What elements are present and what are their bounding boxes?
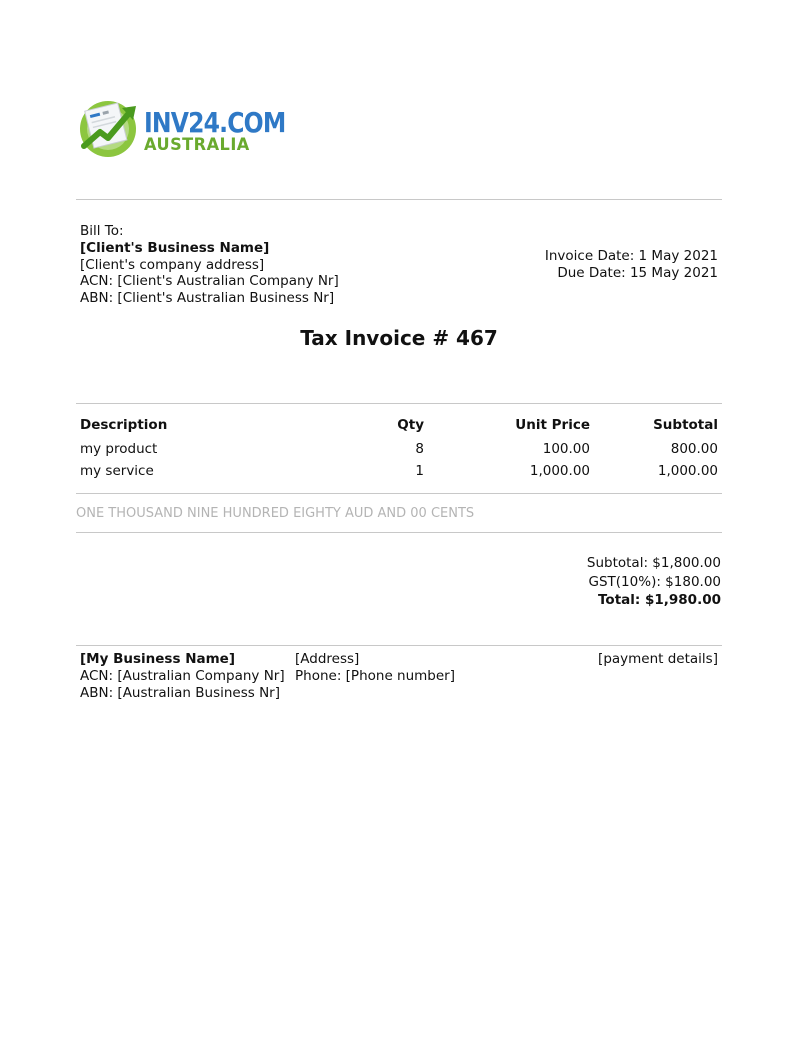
- my-business-acn: ACN: [Australian Company Nr]: [80, 667, 285, 684]
- table-header-row: [76, 412, 722, 438]
- divider: [76, 645, 722, 646]
- header-subtotal: Subtotal: [653, 417, 718, 433]
- table-row: [76, 438, 722, 460]
- footer-business: [80, 651, 285, 701]
- footer-payment: [598, 651, 718, 668]
- item-subtotal: 1,000.00: [657, 463, 718, 479]
- divider: [76, 532, 722, 533]
- footer-contact: [295, 651, 455, 685]
- divider: [76, 199, 722, 200]
- client-acn: ACN: [Client's Australian Company Nr]: [80, 273, 339, 290]
- client-address: [Client's company address]: [80, 256, 265, 273]
- logo: [78, 98, 286, 160]
- totals-subtotal: Subtotal: $1,800.00: [586, 555, 721, 571]
- logo-country: AUSTRALIA: [144, 135, 250, 155]
- client-abn: ABN: [Client's Australian Business Nr]: [80, 290, 335, 307]
- payment-details: [payment details]: [598, 651, 718, 667]
- item-qty: 8: [415, 441, 424, 457]
- logo-brand: INV24.COM: [144, 106, 286, 139]
- bill-to-label: Bill To:: [80, 223, 124, 239]
- header-qty: Qty: [397, 417, 424, 433]
- totals-total: Total: $1,980.00: [598, 592, 721, 608]
- my-phone: Phone: [Phone number]: [295, 667, 455, 684]
- items-table: [76, 412, 722, 482]
- due-date: Due Date: 15 May 2021: [557, 264, 718, 281]
- item-description: my product: [80, 441, 158, 457]
- divider: [76, 403, 722, 404]
- item-description: my service: [80, 463, 154, 479]
- my-business-name: [My Business Name]: [80, 651, 236, 667]
- item-qty: 1: [415, 463, 424, 479]
- invoice-date: Invoice Date: 1 May 2021: [544, 248, 718, 264]
- item-unit-price: 1,000.00: [529, 463, 590, 479]
- amount-in-words: ONE THOUSAND NINE HUNDRED EIGHTY AUD AND 00 CENTS: [76, 506, 475, 521]
- invoice-dates: [545, 248, 718, 282]
- header-description: Description: [80, 417, 168, 433]
- divider: [76, 493, 722, 494]
- my-address: [Address]: [295, 651, 360, 667]
- header-unit-price: Unit Price: [515, 417, 590, 433]
- totals-gst: GST(10%): $180.00: [588, 573, 721, 590]
- item-unit-price: 100.00: [542, 441, 590, 457]
- item-subtotal: 800.00: [670, 441, 718, 457]
- invoice-title: Tax Invoice # 467: [300, 326, 498, 350]
- table-row: [76, 460, 722, 482]
- client-name: [Client's Business Name]: [80, 239, 270, 256]
- totals-block: [587, 554, 721, 610]
- invoice-growth-icon: [78, 98, 140, 160]
- my-business-abn: ABN: [Australian Business Nr]: [80, 684, 281, 701]
- bill-to-block: [80, 223, 339, 307]
